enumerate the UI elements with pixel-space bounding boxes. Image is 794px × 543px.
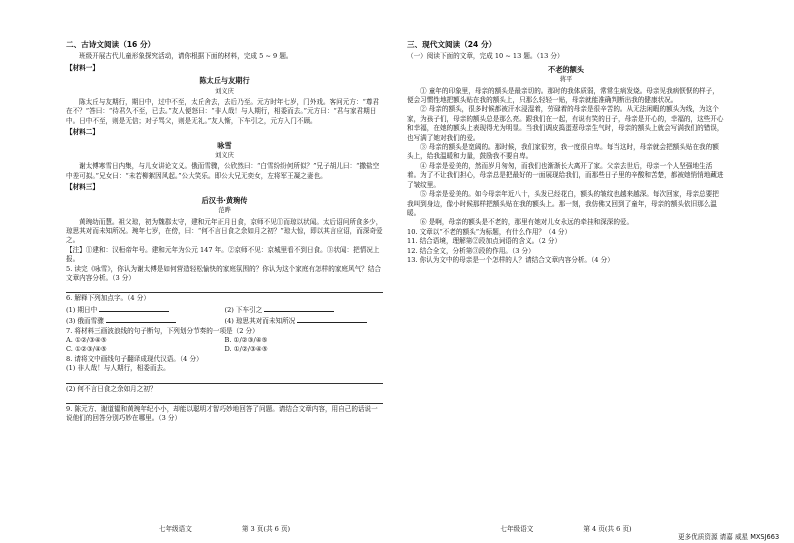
q6-item-4: (4) 琼思其对而未知所况 — [224, 317, 296, 326]
modern-intro: （一）阅读下面的文章，完成 10 ~ 13 题。（13 分） — [407, 52, 564, 61]
right-footer-subject: 七年级语文 — [500, 525, 534, 533]
left-footer-subject: 七年级语文 — [158, 525, 192, 533]
right-page — [407, 0, 725, 543]
article-para-4: ④ 母亲是爱美的，然而岁月匆匆，而我们也渐渐长大离开了家。父亲去世后，母亲一个人坚强地生活着。为了不让我们担心，母亲总是把最好的一面展现给我们，而那些日子里的辛酸和苦楚，都被她悄悄地藏进了皱纹里。 — [407, 161, 724, 189]
article-para-3: ③ 母亲的额头是宽阔的。那时候，我们家很穷，我一度很自卑。每当这时，母亲就会把额头贴在我的额头上，给我温暖和力量，鼓励我不要自卑。 — [407, 143, 719, 161]
question-5: 5. 读完《咏雪》，你认为谢太傅是如何营造轻松愉快的家庭氛围的？你认为这个家庭有怎样的家庭风气？结合文章内容分析。（3 分） — [66, 264, 381, 282]
q6-item-3: (3) 俄而雪骤 — [66, 317, 104, 326]
question-9: 9. 陈元方、谢道韫和黄琬年纪小小，却能以聪明才智巧妙地回答了问题。请结合文章内容，用自己的话说一说他们的回答分别巧妙在哪里。（3 分） — [66, 405, 378, 423]
material2-title: 咏雪 — [217, 140, 232, 150]
q6-blank-3[interactable] — [106, 315, 176, 323]
q7-options-2 — [66, 345, 383, 354]
q8-item-2: (2) 何不言日食之余如月之初？ — [66, 384, 157, 393]
material3-note: 【注】①建和：汉桓帝年号。建和元年为公元 147 年。②京师不见：京城里看不到日食。③状闻：把情况上报。 — [66, 245, 380, 264]
article-para-5: ⑤ 母亲是爱美的。如今母亲年近八十，头发已经花白，额头的皱纹也越来越深。每次回家，母亲总要把我叫到身边，像小时候那样把额头贴在我的额头上。那一刻，我仿佛又回到了童年，母亲的额头依旧那么温暖。 — [407, 190, 719, 217]
q6-blank-4[interactable] — [297, 315, 367, 323]
answer-line-8-2[interactable] — [66, 394, 383, 404]
material2-label: 【材料二】 — [66, 128, 99, 137]
article-para-2: ② 母亲的额头，很多时候都被汗水浸湿着，劳碌着的母亲是很辛苦的。从无法闲暇的额头为线，为这个家，为孩子们，母亲的额头总是那么亮。跟我们在一起，有说有笑的日子，母亲是开心的，幸福的，这些开心和幸福，在她的额头上表现得尤为明显。当我们调皮捣蛋惹母亲生气时，母亲的额头上就会写满我们的错误，也写满了她对我们的爱。 — [407, 105, 724, 142]
q6-row-1 — [66, 304, 383, 315]
q6-item-1: (1) 期日中 — [66, 305, 98, 314]
material3-label: 【材料三】 — [66, 183, 99, 192]
q7-option-b[interactable]: B. ①/②③/④⑤ — [224, 335, 268, 344]
left-footer-page: 第 3 页(共 6 页) — [241, 525, 291, 533]
q7-options-1 — [66, 336, 383, 345]
material3-text: 黄琬幼而慧。祖父琼，初为魏郡太守，建和元年正月日食，京师不见①而琼以状闻。太后诏问所食多少，琼思其对而未知所况。琬年七岁，在傍，曰：“何不言日食之余如月之初？”琼大惊，即以其言应诏，而深奇爱之。 — [66, 217, 383, 245]
material1-text: 陈太丘与友期行，期日中，过中不至，太丘舍去，去后乃至。元方时年七岁，门外戏。客问元方：“尊君在不？”答曰：“待君久不至，已去。”友人便怒曰：“非人哉！与人期行，相委而去。”元方曰：“君与家君期日中。日中不至，则是无信；对子骂父，则是无礼。”友人惭，下车引之，元方入门不顾。 — [66, 98, 380, 125]
section-title-classical: 二、古诗文阅读（16 分） — [66, 40, 156, 49]
q7-option-d[interactable]: D. ①/②/③④⑤ — [224, 345, 268, 354]
q7-option-c[interactable]: C. ①②③/④⑤ — [66, 345, 107, 354]
q6-item-2: (2) 下车引之 — [224, 305, 263, 314]
question-6: 6. 解释下列加点字。（4 分） — [66, 294, 150, 303]
question-12: 12. 结合全文，分析第③段的作用。（3 分） — [407, 246, 535, 255]
material1-title: 陈太丘与友期行 — [199, 76, 250, 86]
promo-text: 更多优质资源 请嘉 威星 MXSJ663 — [678, 533, 780, 541]
right-footer-page: 第 4 页(共 6 页) — [583, 525, 632, 533]
article-author: 蒋平 — [559, 76, 573, 84]
question-10: 10. 文章以“不老的额头”为标题，有什么作用？（4 分） — [407, 227, 572, 236]
article-title: 不老的额头 — [548, 64, 584, 74]
section-title-modern: 三、现代文阅读（24 分） — [407, 40, 497, 49]
question-13: 13. 你认为文中的母亲是一个怎样的人？请结合文章内容分析。（4 分） — [407, 255, 614, 264]
q6-blank-1[interactable] — [99, 304, 169, 312]
q7-option-a[interactable]: A. ①②/③④⑤ — [66, 335, 107, 344]
material1-author: 刘义庆 — [215, 87, 234, 95]
material1-label: 【材料一】 — [66, 63, 99, 72]
q6-blank-2[interactable] — [264, 304, 334, 312]
classical-intro: 班级开展古代儿童形象探究活动，请你根据下面的材料，完成 5 ~ 9 题。 — [79, 52, 293, 61]
article-para-6: ⑥ 是啊，母亲的额头是不老的，那里有她对儿女永远的牵挂和深深的爱。 — [420, 218, 634, 227]
q8-item-1: (1) 非人哉！与人期行，相委而去。 — [66, 364, 170, 373]
q6-row-2 — [66, 315, 383, 326]
material2-text: 谢太傅寒雪日内集，与儿女讲论文义。俄而雪骤，公欣然曰：“白雪纷纷何所似？”兄子胡儿曰：“撒盐空中差可拟。”兄女曰：“未若柳絮因风起。”公大笑乐。即公大兄无奕女，左将军王凝之妻也。 — [66, 162, 380, 180]
question-8: 8. 请将文中画线句子翻译成现代汉语。（4 分） — [66, 354, 203, 363]
article-para-1: ① 童年的印象里，母亲的额头是最亲切的。那时的我体质弱，常常生病发烧。母亲见我病恹恹的样子，便会习惯性地把额头贴在我的额头上，只那么轻轻一贴，母亲就能准确判断出我的健康状况。 — [407, 86, 719, 105]
answer-line-8-1[interactable] — [66, 374, 383, 384]
left-footer — [66, 525, 383, 534]
question-7: 7. 将材料三画波浪线的句子断句，下列划分节奏的一项是（2 分） — [66, 326, 259, 335]
left-page — [66, 0, 383, 543]
material3-author: 范晔 — [218, 207, 231, 215]
material2-author: 刘义庆 — [215, 152, 234, 160]
material3-title: 后汉书·黄琬传 — [201, 195, 248, 205]
question-11: 11. 结合语境，理解第②段加点词语的含义。（2 分） — [407, 237, 562, 246]
answer-line-5[interactable] — [66, 283, 383, 293]
